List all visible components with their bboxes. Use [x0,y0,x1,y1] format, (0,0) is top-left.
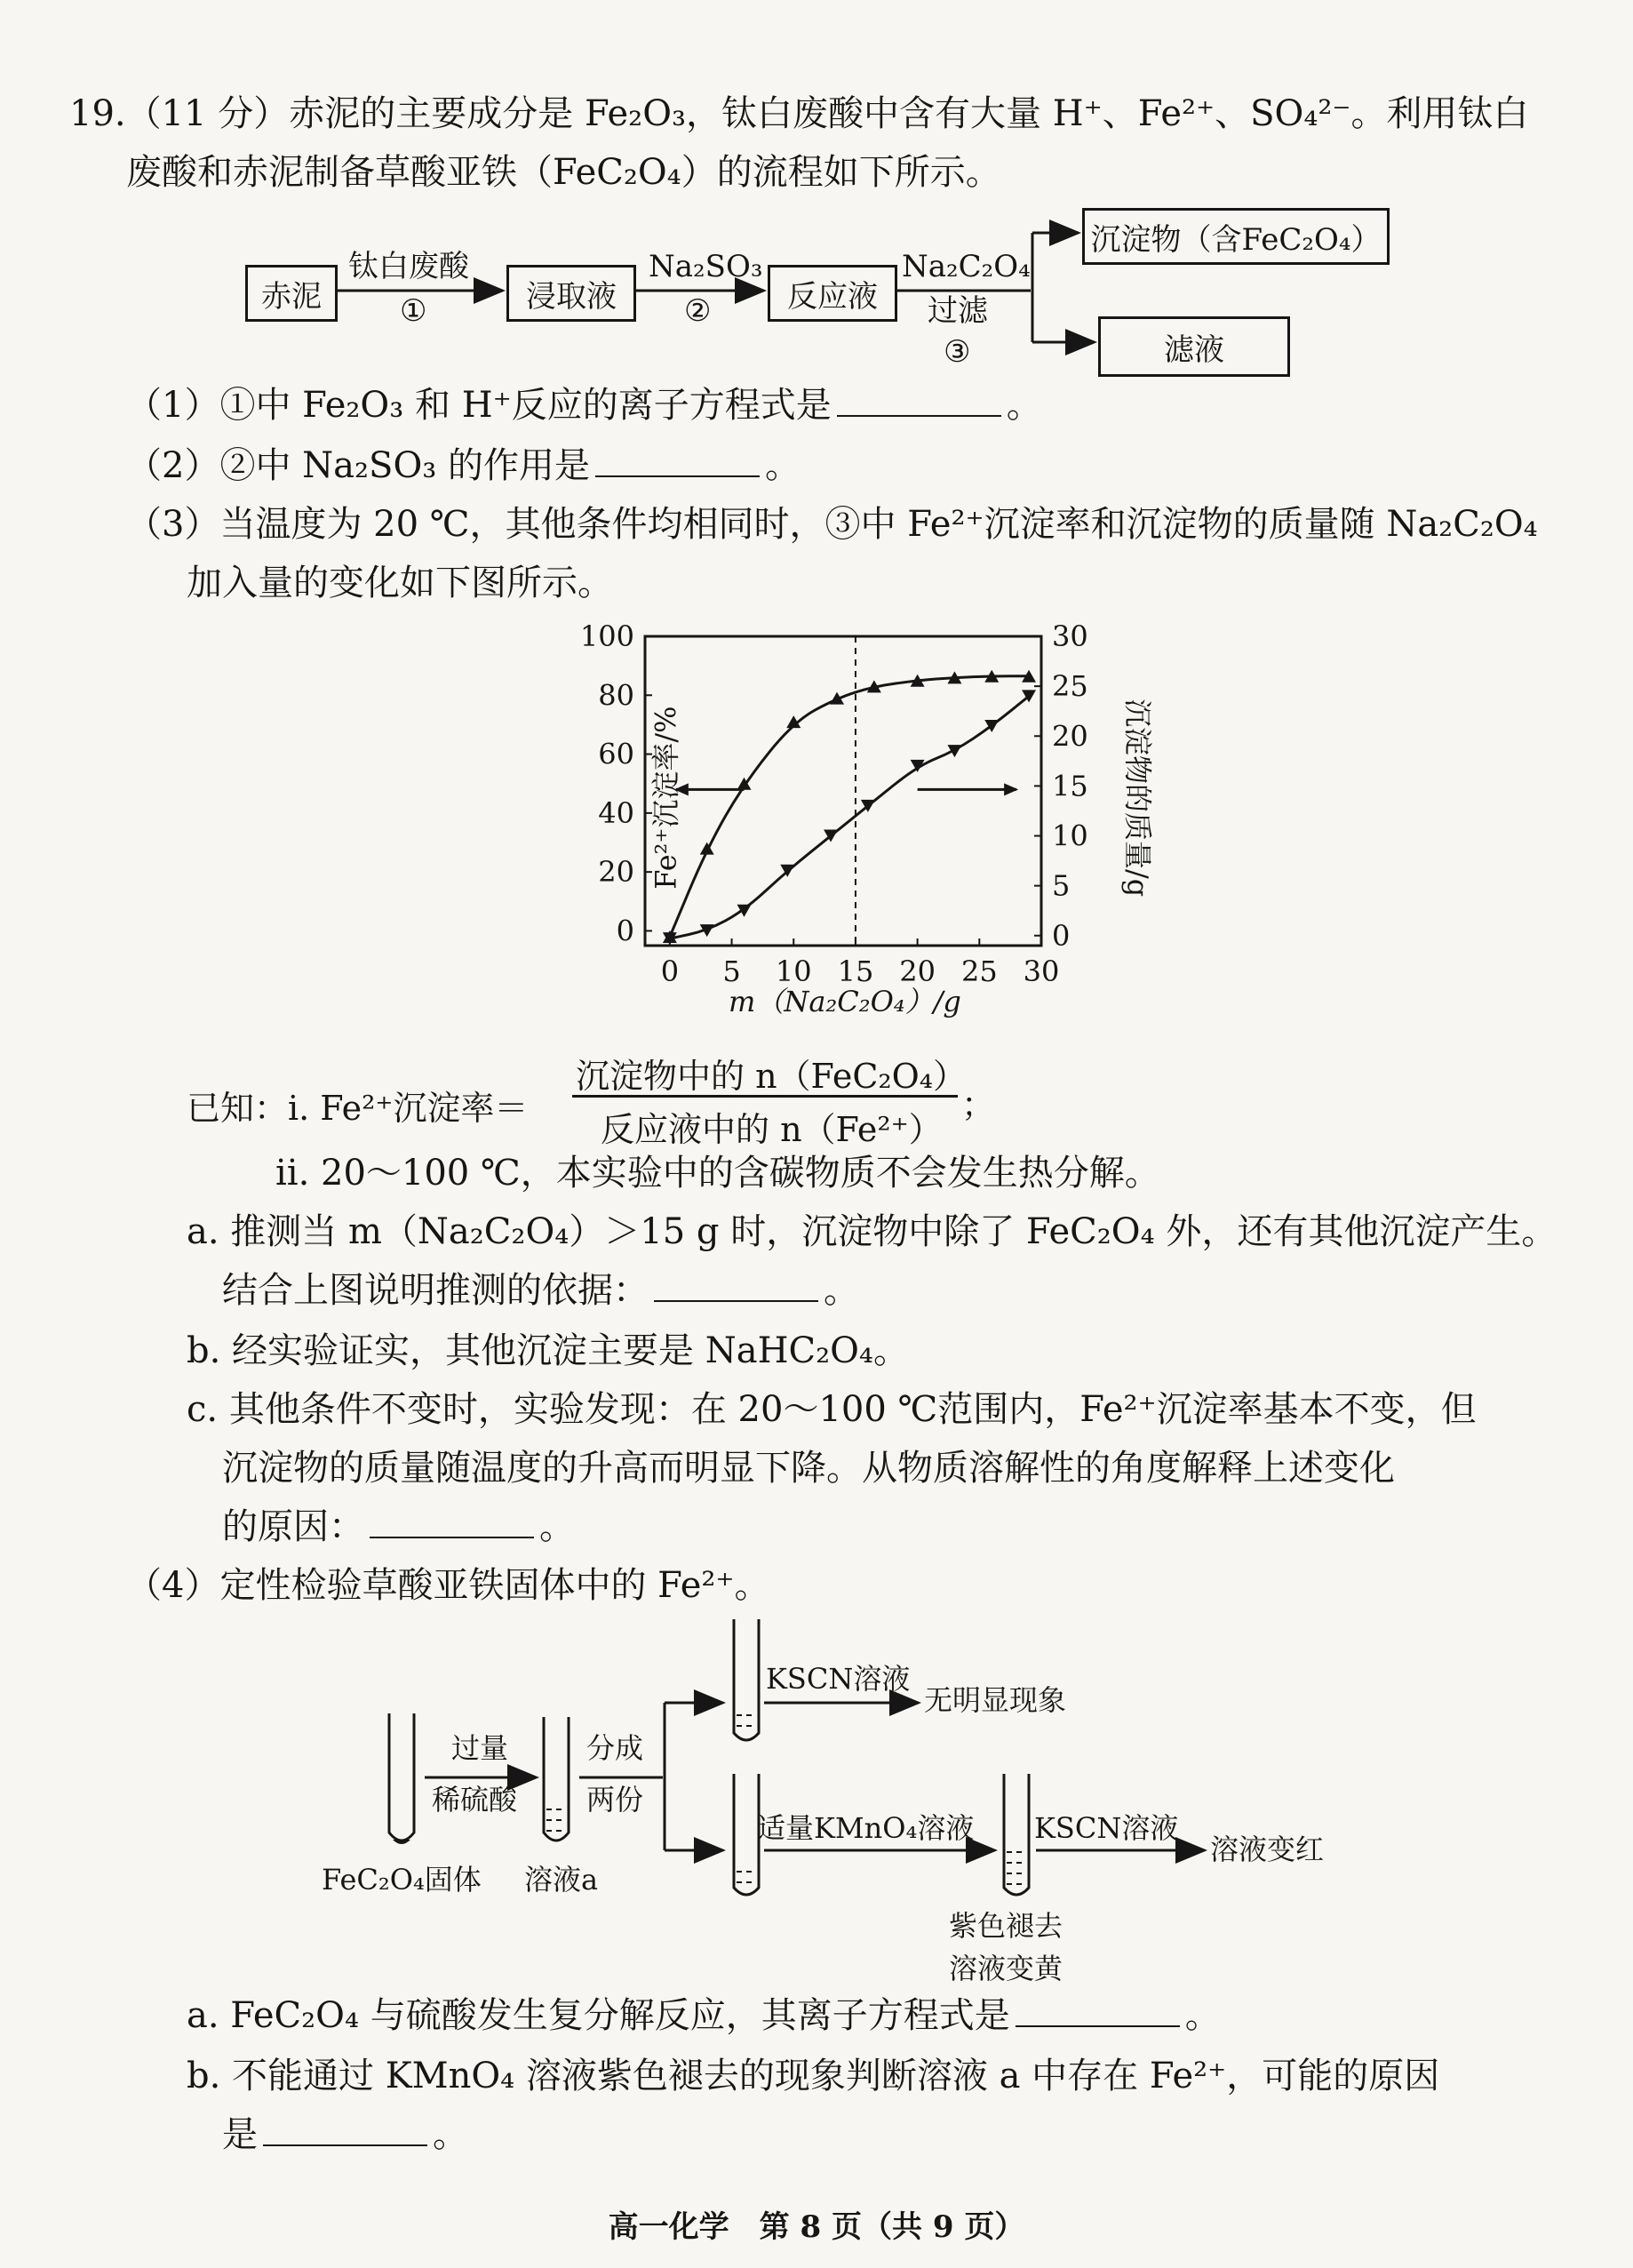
part4a-question: a. FeC₂O₄ 与硫酸发生复分解反应，其离子方程式是 。 [187,1995,1221,2036]
flow-arrow2-reagent: Na₂SO₃ [649,249,763,284]
exp-lower-result: 溶液变红 [1210,1833,1325,1866]
chart-y-left-tick-label: 20 [598,855,634,890]
chart-x-tick-label: 25 [960,954,998,988]
exp-upper-result: 无明显现象 [924,1683,1067,1717]
answer-blank[interactable] [263,2114,427,2146]
chart-x-tick-label: 0 [660,954,680,988]
part3c-line1: c. 其他条件不变时，实验发现：在 20～100 ℃范围内，Fe²⁺沉淀率基本不变，但 [187,1389,1477,1430]
flow-arrow1-reagent: 钛白废酸 [348,249,469,284]
part2-question: （2）②中 Na₂SO₃ 的作用是 。 [126,445,801,486]
flow-arrow3-operation: 过滤 [928,293,988,329]
solid-sample [393,1840,410,1844]
flow-arrow3-step: ③ [944,334,971,370]
exp-solid-label: FeC₂O₄固体 [322,1863,482,1897]
flow-arrow3-reagent: Na₂C₂O₄ [902,249,1031,284]
exp-mid-result2: 溶液变黄 [949,1952,1063,1985]
chart-y-left-tick-label: 0 [616,914,634,948]
part3c-line3: 的原因： 。 [222,1506,575,1547]
chart-x-label: m（Na₂C₂O₄）/g [729,985,961,1018]
chart-x-tick-label: 15 [837,954,874,988]
exp-solution-a-label: 溶液a [524,1863,599,1897]
chart-y-right-tick-label: 10 [1052,819,1088,853]
exp-lower-reagent2: KSCN溶液 [1034,1811,1179,1845]
part3c-line2: 沉淀物的质量随温度的升高而明显下降。从物质溶解性的角度解释上述变化 [222,1448,1395,1489]
part1-question: （1）①中 Fe₂O₃ 和 H⁺反应的离子方程式是 。 [126,385,1042,426]
exp-step1-top: 过量 [451,1731,509,1765]
part3b-line1: b. 经实验证实，其他沉淀主要是 NaHC₂O₄。 [187,1330,909,1371]
chart-y-left-label: Fe²⁺沉淀率/% [649,706,683,890]
fraction-denominator: 反应液中的 n（Fe²⁺） [601,1110,943,1149]
flow-box-reaction-liquid: 反应液 [768,265,897,322]
chart-y-right-tick-label: 5 [1052,868,1071,903]
chart-y-left-tick-label: 60 [598,737,634,771]
page-footer: 高一化学 第 8 页（共 9 页） [608,2209,1025,2245]
chart-x-tick-label: 10 [775,954,812,988]
part3a-line2: 结合上图说明推测的依据： 。 [222,1270,859,1311]
question-intro-line1: 19.（11 分）赤泥的主要成分是 Fe₂O₃，钛白废酸中含有大量 H⁺、Fe²⁺、SO₄²⁻。利用钛白 [69,93,1529,134]
part3a-line1: a. 推测当 m（Na₂C₂O₄）＞15 g 时，沉淀物中除了 FeC₂O₄ 外，还有其他沉淀产生。 [187,1211,1557,1252]
flow-box-precipitate: 沉淀物（含FeC₂O₄） [1082,208,1390,265]
chart-y-left-tick-label: 80 [598,678,634,713]
chart-y-left-tick-label: 40 [598,795,634,830]
question-intro-line2: 废酸和赤泥制备草酸亚铁（FeC₂O₄）的流程如下所示。 [126,152,1001,193]
chart-y-left-tick-label: 100 [579,619,634,653]
part4b-line2: 是 。 [222,2114,468,2155]
flow-box-leachate: 浸取液 [506,265,636,322]
flow-box-filtrate: 滤液 [1098,316,1290,377]
fraction-numerator: 沉淀物中的 n（FeC₂O₄） [576,1057,968,1096]
exp-split-bottom: 两份 [586,1783,644,1817]
chart-x-tick-label: 20 [899,954,936,988]
chart-y-right-tick-label: 0 [1052,918,1071,953]
part3-line1: （3）当温度为 20 ℃，其他条件均相同时，③中 Fe²⁺沉淀率和沉淀物的质量随 Na₂C₂O₄ [126,504,1538,545]
chart-y-right-tick-label: 20 [1052,719,1088,754]
exp-upper-reagent: KSCN溶液 [766,1662,911,1696]
exp-step1-bottom: 稀硫酸 [432,1783,518,1817]
chart-y-right-label: 沉淀物的质量/g [1120,698,1155,898]
chart-y-right-tick-label: 30 [1052,619,1088,653]
known-label: 已知：ⅰ. Fe²⁺沉淀率＝ [187,1089,529,1128]
part4b-line1: b. 不能通过 KMnO₄ 溶液紫色褪去的现象判断溶液 a 中存在 Fe²⁺，可能的原因 [187,2056,1440,2096]
exp-mid-result1: 紫色褪去 [949,1909,1063,1943]
answer-blank[interactable] [1016,1995,1180,2027]
chart-x-tick-label: 5 [722,954,741,988]
known-ii: ⅱ. 20～100 ℃，本实验中的含碳物质不会发生热分解。 [275,1153,1160,1194]
part3-line2: 加入量的变化如下图所示。 [187,563,613,603]
flow-arrow1-step: ① [400,293,427,329]
chart-x-tick-label: 30 [1023,954,1060,988]
flow-arrow2-step: ② [684,293,712,329]
fraction-semicolon: ； [961,1085,996,1124]
flow-box-red-mud: 赤泥 [245,265,338,322]
chart-y-right-tick-label: 15 [1052,769,1088,803]
part4-line1: （4）定性检验草酸亚铁固体中的 Fe²⁺。 [126,1565,770,1606]
exp-split-top: 分成 [586,1731,644,1765]
exp-lower-reagent: 适量KMnO₄溶液 [757,1811,975,1845]
chart-y-right-tick-label: 25 [1052,669,1088,704]
